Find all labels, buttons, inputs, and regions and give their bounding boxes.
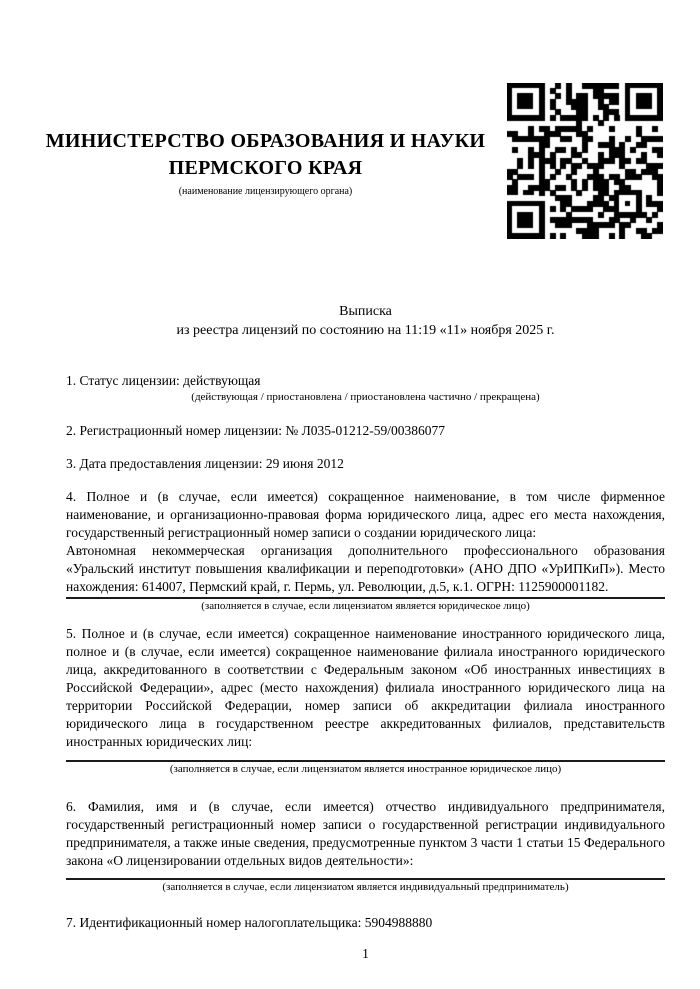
ministry-name-line1: МИНИСТЕРСТВО ОБРАЗОВАНИЯ И НАУКИ [45,130,486,152]
item-4-legal-entity-label: 4. Полное и (в случае, если имеется) сокращенное наименование, в том числе фирменное наименование, и организационно-правовая форма юридического лица, адрес его места нахождения, государственный регистрационный номер записи о создании юридического лица: [66,489,665,540]
document-body [66,302,665,963]
page-number: 1 [362,946,369,961]
title-line1: Выписка [339,304,392,319]
document-title [66,302,665,340]
title-line2: из реестра лицензий по состоянию на 11:19 «11» ноября 2025 г. [176,323,555,338]
qr-code-icon [507,83,663,239]
item-1-caption: (действующая / приостановлена / приостановлена частично / прекращена) [191,391,540,403]
licensing-authority-header [38,128,493,198]
item-6-entrepreneur-label: 6. Фамилия, имя и (в случае, если имеется) отчество индивидуального предпринимателя, государственный регистрационный номер записи о государственной регистрации индивидуального предпринимателя, а также иные сведения, предусмотренные пунктом 3 части 1 статьи 15 Федерального закона «О лицензировании отдельных видов деятельности»: [66,799,665,868]
item-5-foreign-entity-label: 5. Полное и (в случае, если имеется) сокращенное наименование иностранного юридического лица, полное и (в случае, если имеется) сокращенное наименование филиала иностранного юридического лица, аккредитованного в соответствии с Федеральным законом «Об иностранных инвестициях в Российской Федерации», адрес (место нахождения) филиала иностранного юридического лица на территории Российской Федерации, номер записи об аккредитации филиала иностранного юридического лица в государственном реестре аккредитованных филиалов, представительств иностранных юридических лиц: [66,626,665,749]
item-4-legal-entity-value: Автономная некоммерческая организация дополнительного профессионального образования «Уральский институт повышения квалификации и переподготовки» (АНО ДПО «УрИПКиП»). Место нахождения: 614007, Пермский край, г. Пермь, ул. Революции, д.5, к.1. ОГРН: 1125900001182. [66,542,665,599]
ministry-name-line2: ПЕРМСКОГО КРАЯ [168,157,363,179]
item-2-registration-number: 2. Регистрационный номер лицензии: № Л035-01212-59/00386077 [66,423,446,438]
item-5-caption: (заполняется в случае, если лицензиатом является иностранное юридическое лицо) [169,763,562,775]
item-6-caption: (заполняется в случае, если лицензиатом является индивидуальный предприниматель) [162,881,569,893]
item-5-empty-field-rule [66,751,665,762]
item-3-grant-date: 3. Дата предоставления лицензии: 29 июня 2012 [66,456,344,471]
item-4-caption: (заполняется в случае, если лицензиатом является юридическое лицо) [201,600,530,612]
qr-code-container [507,83,663,239]
ministry-caption: (наименование лицензирующего органа) [178,186,353,197]
item-7-taxpayer-number: 7. Идентификационный номер налогоплательщика: 5904988880 [66,915,433,930]
item-6-empty-field-rule [66,870,665,880]
item-1-license-status: 1. Статус лицензии: действующая [66,373,261,388]
